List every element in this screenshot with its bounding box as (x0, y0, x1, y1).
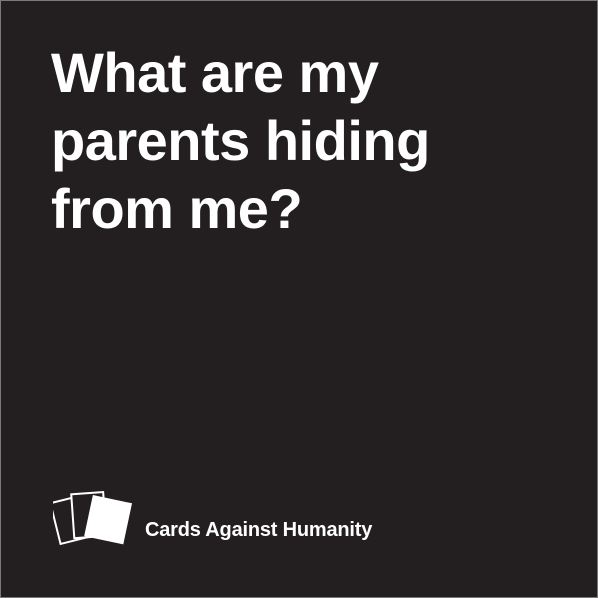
card-footer (53, 489, 372, 553)
brand-name: Cards Against Humanity (145, 518, 373, 541)
question-text: What are my parents hiding from me? (51, 41, 430, 240)
stacked-cards-icon (53, 489, 137, 553)
